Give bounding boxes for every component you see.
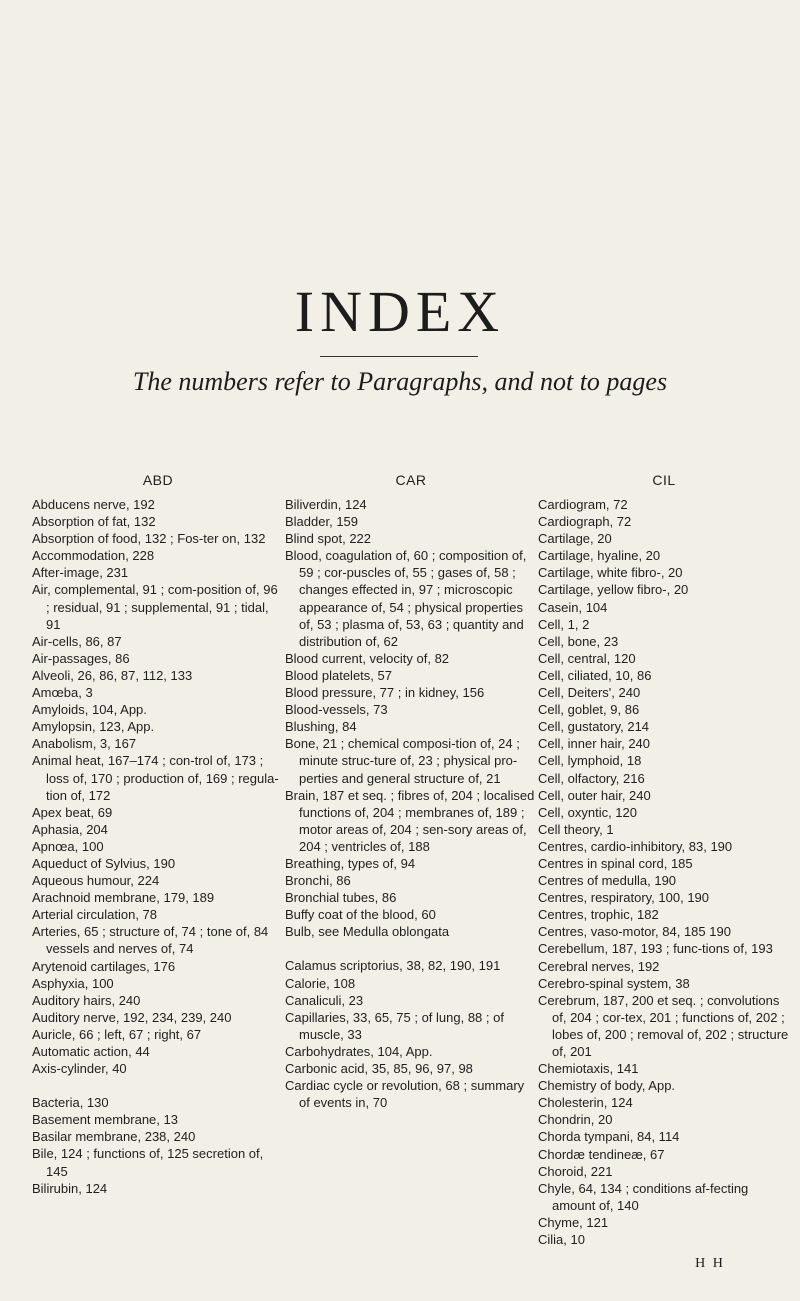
index-entry: Cell theory, 1 xyxy=(538,821,614,837)
index-entry: Bone, 21 ; chemical composi-tion of, 24 ; minute struc-ture of, 23 ; physical pro-perties and general structure of, 21 xyxy=(285,736,520,786)
index-entry: Aqueduct of Sylvius, 190 xyxy=(32,855,176,871)
index-entry: Arterial circulation, 78 xyxy=(32,907,157,923)
index-entry: Cell, ciliated, 10, 86 xyxy=(538,667,652,683)
index-entry: Air-passages, 86 xyxy=(32,650,130,666)
column-heading: CIL xyxy=(652,472,676,488)
index-entry: Bilirubin, 124 xyxy=(32,1180,108,1196)
index-entry: Cell, lymphoid, 18 xyxy=(538,753,642,769)
index-column-cil xyxy=(538,472,790,1248)
index-entry: Apex beat, 69 xyxy=(32,804,113,820)
index-entry: Biliverdin, 124 xyxy=(285,497,367,512)
column-heading: CAR xyxy=(395,472,427,488)
column-heading: ABD xyxy=(142,472,174,488)
index-entry: Cardiograph, 72 xyxy=(538,514,632,530)
index-entry: Calamus scriptorius, 38, 82, 190, 191 xyxy=(285,958,501,974)
index-entry: Choroid, 221 xyxy=(538,1163,613,1179)
index-entry: Absorption of fat, 132 xyxy=(32,514,156,530)
index-entry: Cell, goblet, 9, 86 xyxy=(538,702,640,718)
index-entry: Air-cells, 86, 87 xyxy=(32,633,122,649)
index-entry: Chordæ tendineæ, 67 xyxy=(538,1146,665,1162)
index-entry: Cell, Deiters', 240 xyxy=(538,685,641,701)
index-entry: Cardiogram, 72 xyxy=(538,497,628,512)
index-entry: Bacteria, 130 xyxy=(32,1095,109,1111)
index-entry: Blood, coagulation of, 60 ; composition of, 59 ; cor-puscles of, 55 ; gases of, 58 ; changes effected in, 97 ; microscopic appearance of, 54 ; physical properties of, 53 ; plasma of, 53, 63 ; quantity and distribution of, 62 xyxy=(285,548,527,649)
index-entry: Auditory hairs, 240 xyxy=(32,992,141,1008)
index-entry: Cell, bone, 23 xyxy=(538,633,619,649)
index-entry: Buffy coat of the blood, 60 xyxy=(285,907,436,923)
index-entry: Axis-cylinder, 40 xyxy=(32,1061,127,1077)
index-entry: Cerebral nerves, 192 xyxy=(538,958,660,974)
index-entry: Anabolism, 3, 167 xyxy=(32,736,137,752)
index-entry: Blood current, velocity of, 82 xyxy=(285,650,450,666)
index-entry: Breathing, types of, 94 xyxy=(285,855,416,871)
index-entry: Automatic action, 44 xyxy=(32,1044,150,1059)
index-entry: Casein, 104 xyxy=(538,599,608,615)
index-entry: Chemistry of body, App. xyxy=(538,1078,676,1094)
index-column-abd xyxy=(32,472,284,1197)
index-entry: Cartilage, yellow fibro-, 20 xyxy=(538,582,689,598)
index-entry: Cartilage, white fibro-, 20 xyxy=(538,565,683,581)
index-entry: Carbonic acid, 35, 85, 96, 97, 98 xyxy=(285,1061,473,1076)
index-entry: Cerebro-spinal system, 38 xyxy=(538,975,690,991)
index-entry: Accommodation, 228 xyxy=(32,548,155,564)
index-entry: Bronchial tubes, 86 xyxy=(285,890,397,906)
index-entry: Animal heat, 167–174 ; con-trol of, 173 ; loss of, 170 ; production of, 169 ; regula-tion of, 172 xyxy=(32,753,279,803)
index-entry: Capillaries, 33, 65, 75 ; of lung, 88 ; of muscle, 33 xyxy=(285,1009,504,1042)
index-entry: Brain, 187 et seq. ; fibres of, 204 ; localised functions of, 204 ; membranes of, 189 ; motor areas of, 204 ; sen-sory areas of, 204 ; ventricles of, 188 xyxy=(285,787,535,854)
index-entry: Cholesterin, 124 xyxy=(538,1095,633,1111)
index-entry: Basilar membrane, 238, 240 xyxy=(32,1129,196,1145)
index-entry: Blind spot, 222 xyxy=(285,531,372,547)
index-entry: Blood-vessels, 73 xyxy=(285,702,388,718)
index-entry: Cerebellum, 187, 193 ; func-tions of, 193 xyxy=(538,941,773,957)
index-entry: Apnœa, 100 xyxy=(32,838,104,854)
index-entry: Chondrin, 20 xyxy=(538,1112,613,1128)
index-entry: Amylopsin, 123, App. xyxy=(32,719,155,735)
index-entry: Cell, outer hair, 240 xyxy=(538,787,651,803)
index-entry: Cerebrum, 187, 200 et seq. ; convolutions of, 204 ; cor-tex, 201 ; functions of, 202 ; lobes of, 200 ; removal of, 202 ; structure of, 201 xyxy=(538,992,789,1059)
index-entry: Chyle, 64, 134 ; conditions af-fecting amount of, 140 xyxy=(538,1180,749,1213)
index-entry: Centres in spinal cord, 185 xyxy=(538,855,693,871)
index-entry: Centres, respiratory, 100, 190 xyxy=(538,890,710,906)
title-rule xyxy=(320,356,478,357)
index-entry: Bladder, 159 xyxy=(285,514,359,530)
index-entry: Amyloids, 104, App. xyxy=(32,702,147,718)
index-entry: Cell, oxyntic, 120 xyxy=(538,804,637,820)
index-entry: Chyme, 121 xyxy=(538,1214,609,1230)
page-title: INDEX xyxy=(294,279,506,344)
index-column-car xyxy=(285,472,537,1111)
index-entry: Blood platelets, 57 xyxy=(285,667,392,683)
index-entry: Cell, 1, 2 xyxy=(538,616,590,632)
index-entry: Aqueous humour, 224 xyxy=(32,873,160,889)
index-entry: Bile, 124 ; functions of, 125 secretion of, 145 xyxy=(32,1146,264,1179)
index-entry: Abducens nerve, 192 xyxy=(32,497,155,512)
index-entry: Blood pressure, 77 ; in kidney, 156 xyxy=(285,685,485,701)
index-entry: Cell, olfactory, 216 xyxy=(538,770,645,786)
index-entry: Absorption of food, 132 ; Fos-ter on, 132 xyxy=(32,531,266,547)
index-entry: Cell, gustatory, 214 xyxy=(538,719,650,735)
index-entry: Calorie, 108 xyxy=(285,975,356,991)
index-entry: Centres, cardio-inhibitory, 83, 190 xyxy=(538,838,733,854)
signature-mark: H H xyxy=(695,1256,725,1271)
index-entry: Asphyxia, 100 xyxy=(32,975,114,991)
index-entry: Arachnoid membrane, 179, 189 xyxy=(32,890,215,906)
index-entry: Aphasia, 204 xyxy=(32,821,108,837)
index-entry: Chorda tympani, 84, 114 xyxy=(538,1129,680,1145)
index-entry: Cell, inner hair, 240 xyxy=(538,736,651,752)
index-entry: Centres of medulla, 190 xyxy=(538,873,677,889)
index-entry: Centres, vaso-motor, 84, 185 190 xyxy=(538,924,731,940)
index-entry: Cell, central, 120 xyxy=(538,650,636,666)
index-entry: Amœba, 3 xyxy=(32,685,93,701)
index-entry: Arteries, 65 ; structure of, 74 ; tone of, 84 vessels and nerves of, 74 xyxy=(32,924,269,957)
index-entry: Cartilage, 20 xyxy=(538,531,612,547)
index-entry: Cilia, 10 xyxy=(538,1232,585,1248)
index-entry: Basement membrane, 13 xyxy=(32,1112,178,1128)
index-entry: Arytenoid cartilages, 176 xyxy=(32,958,176,974)
index-entry: Centres, trophic, 182 xyxy=(538,907,659,923)
index-entry: Auricle, 66 ; left, 67 ; right, 67 xyxy=(32,1026,202,1042)
index-entry: Auditory nerve, 192, 234, 239, 240 xyxy=(32,1009,232,1025)
index-entry: Cardiac cycle or revolution, 68 ; summary of events in, 70 xyxy=(285,1078,525,1111)
index-entry: Blushing, 84 xyxy=(285,719,357,735)
index-entry: Carbohydrates, 104, App. xyxy=(285,1043,433,1059)
index-entry: Canaliculi, 23 xyxy=(285,992,364,1008)
index-entry: After-image, 231 xyxy=(32,565,129,581)
page-subtitle: The numbers refer to Paragraphs, and not to pages xyxy=(132,367,668,396)
index-entry: Bronchi, 86 xyxy=(285,873,351,889)
index-entry: Chemiotaxis, 141 xyxy=(538,1061,639,1077)
index-entry: Air, complemental, 91 ; com-position of, 96 ; residual, 91 ; supplemental, 91 ; tidal, 91 xyxy=(32,582,278,632)
index-entry: Cartilage, hyaline, 20 xyxy=(538,548,661,564)
index-entry: Alveoli, 26, 86, 87, 112, 133 xyxy=(32,667,193,683)
index-entry: Bulb, see Medulla oblongata xyxy=(285,924,450,940)
